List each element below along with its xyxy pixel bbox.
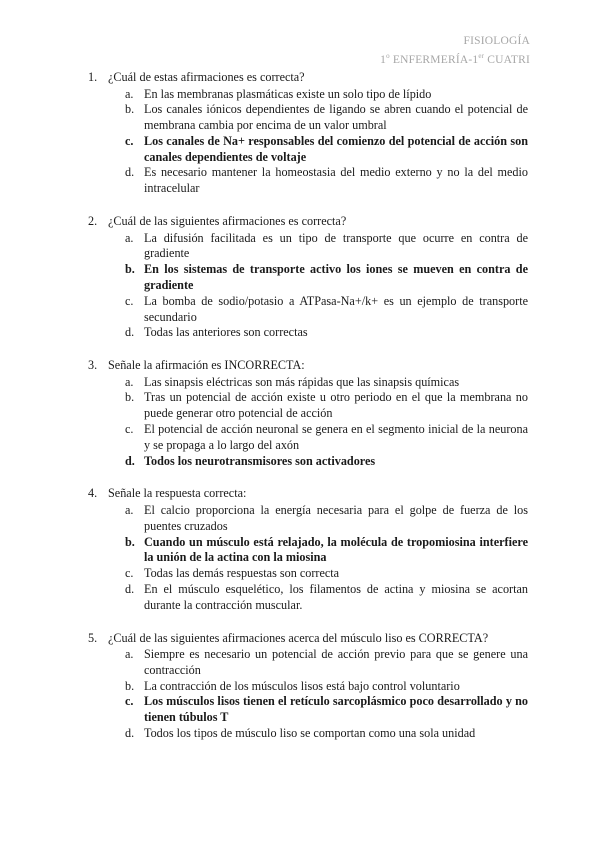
page-header [380, 34, 530, 68]
answer-option [88, 582, 528, 614]
option-letter: d. [125, 726, 135, 740]
option-letter: c. [125, 133, 134, 148]
option-text: Todos los neurotransmisores son activadores [144, 453, 376, 468]
option-text: La bomba de sodio/potasio a ATPasa-Na+/k+ es un ejemplo de transporte secundario [144, 293, 528, 324]
answer-option [88, 231, 528, 263]
option-text: Todos los tipos de músculo liso se comportan como una sola unidad [144, 726, 476, 740]
option-letter: c. [125, 694, 134, 709]
question-text: Señale la respuesta correcta: [108, 486, 247, 501]
option-letter: a. [125, 86, 134, 101]
option-letter: c. [125, 293, 134, 308]
correct-answer-option [88, 535, 528, 567]
question-3 [88, 358, 528, 469]
question-line [88, 358, 528, 374]
option-letter: a. [125, 374, 134, 389]
question-line [88, 486, 528, 502]
answer-option [88, 503, 528, 535]
answer-option [88, 102, 528, 134]
option-text: El potencial de acción neuronal se genera en el segmento inicial de la neurona y se propaga a lo largo del axón [144, 422, 528, 452]
answer-option [88, 390, 528, 422]
option-text: El calcio proporciona la energía necesaria para el golpe de fuerza de los puentes cruzados [144, 502, 528, 533]
question-number: 2. [88, 214, 98, 229]
option-letter: d. [125, 325, 135, 340]
question-number: 3. [88, 358, 98, 373]
option-letter: b. [125, 678, 135, 693]
option-text: En el músculo esquelético, los filamentos de actina y miosina se acortan durante la contracción muscular. [144, 581, 528, 612]
answer-option [88, 679, 528, 695]
answer-option [88, 647, 528, 679]
question-text: ¿Cuál de las siguientes afirmaciones acerca del músculo liso es CORRECTA? [108, 630, 489, 645]
question-5 [88, 631, 528, 742]
answer-options [88, 87, 528, 198]
option-letter: b. [125, 262, 135, 277]
correct-answer-option [88, 694, 528, 726]
question-number: 1. [88, 70, 98, 84]
option-text: Cuando un músculo está relajado, la molécula de tropomiosina interfiere la unión de la actina con la miosina [144, 534, 528, 565]
question-1 [88, 70, 528, 197]
answer-option [88, 165, 528, 197]
option-letter: a. [125, 647, 134, 662]
answer-option [88, 566, 528, 582]
question-list [88, 70, 528, 759]
option-letter: d. [125, 165, 135, 180]
answer-option [88, 87, 528, 103]
answer-option [88, 422, 528, 454]
option-letter: d. [125, 453, 135, 468]
option-text: La difusión facilitada es un tipo de transporte que ocurre en contra de gradiente [144, 230, 528, 261]
question-line [88, 631, 528, 647]
option-text: Todas las anteriores son correctas [144, 325, 308, 340]
answer-option [88, 294, 528, 326]
option-letter: a. [125, 230, 134, 245]
option-text: Tras un potencial de acción existe u otro periodo en el que la membrana no puede generar otro potencial de acción [144, 390, 528, 421]
option-letter: c. [125, 422, 134, 437]
option-text: Todas las demás respuestas son correcta [144, 566, 340, 581]
correct-answer-option [88, 454, 528, 470]
answer-option [88, 325, 528, 341]
option-text: Siempre es necesario un potencial de acción previo para que se genere una contracción [144, 647, 528, 677]
question-2 [88, 214, 528, 341]
answer-option [88, 726, 528, 742]
question-line [88, 70, 528, 86]
option-text: Es necesario mantener la homeostasia del medio externo y no la del medio intracelular [144, 165, 528, 196]
course-label: 1$^o$ ENFERMERÍA-1er CUATRI [380, 52, 530, 66]
question-number: 5. [88, 630, 98, 645]
answer-option [88, 375, 528, 391]
option-text: La contracción de los músculos lisos está bajo control voluntario [144, 678, 460, 693]
option-letter: b. [125, 390, 135, 405]
option-text: En las membranas plasmáticas existe un solo tipo de lípido [144, 86, 432, 101]
answer-options [88, 231, 528, 342]
answer-options [88, 647, 528, 742]
option-text: Las sinapsis eléctricas son más rápidas que las sinapsis químicas [144, 374, 460, 389]
question-text: Señale la afirmación es INCORRECTA: [108, 358, 305, 373]
option-letter: d. [125, 581, 135, 596]
question-text: ¿Cuál de las siguientes afirmaciones es correcta? [108, 214, 347, 229]
option-letter: b. [125, 534, 135, 549]
option-text: Los músculos lisos tienen el retículo sarcoplásmico poco desarrollado y no tienen túbulos T [144, 694, 528, 725]
subject-title: FISIOLOGÍA [463, 35, 530, 47]
option-text: Los canales iónicos dependientes de ligando se abren cuando el potencial de membrana cambia por encima de un valor umbral [144, 102, 528, 133]
correct-answer-option [88, 134, 528, 166]
question-4 [88, 486, 528, 613]
answer-options [88, 503, 528, 614]
option-letter: c. [125, 566, 134, 581]
correct-answer-option [88, 262, 528, 294]
question-number: 4. [88, 486, 98, 501]
question-text: ¿Cuál de estas afirmaciones es correcta? [108, 70, 305, 84]
option-text: En los sistemas de transporte activo los iones se mueven en contra de gradiente [144, 262, 528, 292]
question-line [88, 214, 528, 230]
option-letter: b. [125, 102, 135, 117]
answer-options [88, 375, 528, 470]
option-text: Los canales de Na+ responsables del comienzo del potencial de acción son canales dependientes de voltaje [144, 133, 528, 164]
option-letter: a. [125, 502, 134, 517]
